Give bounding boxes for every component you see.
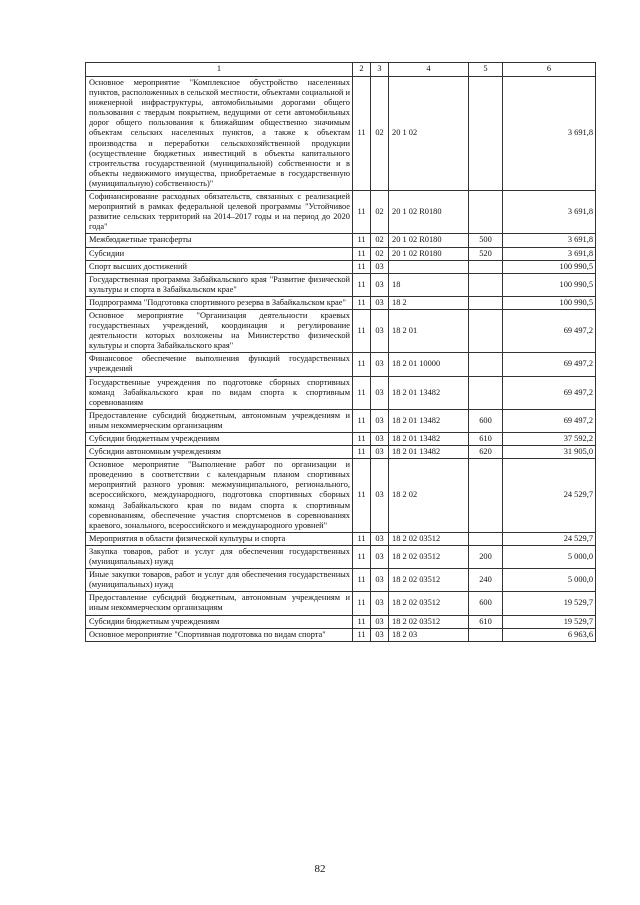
- expense-type-code: [469, 260, 503, 273]
- section-code: 11: [353, 569, 371, 592]
- header-cell: 4: [389, 63, 469, 77]
- expense-type-code: [469, 532, 503, 545]
- header-cell: 2: [353, 63, 371, 77]
- expense-type-code: 520: [469, 247, 503, 260]
- subsection-code: 03: [371, 309, 389, 352]
- row-name: Спорт высших достижений: [86, 260, 353, 273]
- table-row: [86, 446, 596, 459]
- expense-type-code: 600: [469, 409, 503, 432]
- section-code: 11: [353, 376, 371, 409]
- target-article-code: 18 2 01: [389, 309, 469, 352]
- expense-type-code: 600: [469, 592, 503, 615]
- section-code: 11: [353, 433, 371, 446]
- amount: 100 990,5: [503, 296, 596, 309]
- expense-type-code: 240: [469, 569, 503, 592]
- table-row: [86, 77, 596, 191]
- row-name: Финансовое обеспечение выполнения функций государственных учреждений: [86, 353, 353, 376]
- target-article-code: 20 1 02 R0180: [389, 191, 469, 234]
- table-row: [86, 273, 596, 296]
- target-article-code: 20 1 02: [389, 77, 469, 191]
- expense-type-code: [469, 273, 503, 296]
- target-article-code: 18 2 02: [389, 459, 469, 533]
- section-code: 11: [353, 77, 371, 191]
- row-name: Субсидии бюджетным учреждениям: [86, 615, 353, 628]
- target-article-code: 18 2 01 13482: [389, 433, 469, 446]
- table-row: [86, 545, 596, 568]
- table-row: [86, 409, 596, 432]
- amount: 3 691,8: [503, 77, 596, 191]
- target-article-code: 18 2 03: [389, 628, 469, 641]
- target-article-code: 18 2 02 03512: [389, 532, 469, 545]
- amount: 69 497,2: [503, 409, 596, 432]
- target-article-code: 18 2 01 13482: [389, 376, 469, 409]
- subsection-code: 02: [371, 247, 389, 260]
- subsection-code: 02: [371, 77, 389, 191]
- amount: 6 963,6: [503, 628, 596, 641]
- table-row: [86, 459, 596, 533]
- subsection-code: 03: [371, 296, 389, 309]
- expense-type-code: [469, 296, 503, 309]
- subsection-code: 03: [371, 376, 389, 409]
- target-article-code: [389, 260, 469, 273]
- target-article-code: 18 2 01 13482: [389, 446, 469, 459]
- subsection-code: 03: [371, 260, 389, 273]
- amount: 100 990,5: [503, 273, 596, 296]
- table-row: [86, 433, 596, 446]
- amount: 5 000,0: [503, 545, 596, 568]
- amount: 19 529,7: [503, 615, 596, 628]
- section-code: 11: [353, 309, 371, 352]
- amount: 24 529,7: [503, 459, 596, 533]
- amount: 3 691,8: [503, 191, 596, 234]
- table-row: [86, 592, 596, 615]
- expense-type-code: [469, 309, 503, 352]
- row-name: Основное мероприятие "Выполнение работ по организации и проведению в соответствии с календарным планом спортивных мероприятий разного уровня: межмуниципального, регионального, всероссийского, международного, подготовка спортивных сборных команд Забайкальского края по видам спорта к спортивным соревнованиям, обеспечение участия спортсменов в соревнованиях краевого, зонального, всероссийского и международного уровней": [86, 459, 353, 533]
- row-name: Мероприятия в области физической культуры и спорта: [86, 532, 353, 545]
- amount: 69 497,2: [503, 309, 596, 352]
- budget-table: [85, 62, 596, 642]
- subsection-code: 03: [371, 615, 389, 628]
- subsection-code: 03: [371, 446, 389, 459]
- table-row: [86, 376, 596, 409]
- section-code: 11: [353, 446, 371, 459]
- target-article-code: 20 1 02 R0180: [389, 247, 469, 260]
- section-code: 11: [353, 409, 371, 432]
- expense-type-code: 610: [469, 433, 503, 446]
- row-name: Основное мероприятие "Комплексное обустройство населенных пунктов, расположенных в сельской местности, объектами социальной и инженерной инфраструктуры, автомобильными дорогами общего пользования с твердым покрытием, ведущими от сети автомобильных дорог общего пользования к ближайшим общественно значимым объектам сельских населенных пунктов, а также к объектам производства и переработки сельскохозяйственной продукции (осуществление бюджетных инвестиций в объекты капитального строительства государственной (муниципальной) собственности и в объекты недвижимого имущества, приобретаемые в государственную (муниципальную) собственность)": [86, 77, 353, 191]
- section-code: 11: [353, 191, 371, 234]
- subsection-code: 03: [371, 628, 389, 641]
- subsection-code: 03: [371, 569, 389, 592]
- page-number: 82: [314, 863, 326, 875]
- section-code: 11: [353, 592, 371, 615]
- section-code: 11: [353, 532, 371, 545]
- amount: 3 691,8: [503, 247, 596, 260]
- subsection-code: 03: [371, 353, 389, 376]
- header-cell: 5: [469, 63, 503, 77]
- subsection-code: 03: [371, 409, 389, 432]
- amount: 69 497,2: [503, 376, 596, 409]
- table-row: [86, 532, 596, 545]
- amount: 19 529,7: [503, 592, 596, 615]
- section-code: 11: [353, 273, 371, 296]
- row-name: Субсидии бюджетным учреждениям: [86, 433, 353, 446]
- expense-type-code: [469, 353, 503, 376]
- table-row: [86, 353, 596, 376]
- section-code: 11: [353, 247, 371, 260]
- table-row: [86, 569, 596, 592]
- row-name: Основное мероприятие "Организация деятельности краевых государственных учреждений, координация и регулирование деятельности которых возложены на Министерство физической культуры и спорта Забайкальского края": [86, 309, 353, 352]
- section-code: 11: [353, 296, 371, 309]
- subsection-code: 03: [371, 273, 389, 296]
- row-name: Межбюджетные трансферты: [86, 234, 353, 247]
- amount: 69 497,2: [503, 353, 596, 376]
- target-article-code: 18 2 01 10000: [389, 353, 469, 376]
- header-cell: 3: [371, 63, 389, 77]
- target-article-code: 20 1 02 R0180: [389, 234, 469, 247]
- table-row: [86, 191, 596, 234]
- table-row: [86, 260, 596, 273]
- expense-type-code: [469, 77, 503, 191]
- table-row: [86, 234, 596, 247]
- subsection-code: 03: [371, 433, 389, 446]
- row-name: Софинансирование расходных обязательств, связанных с реализацией мероприятий в рамках федеральной целевой программы "Устойчивое развитие сельских территорий на 2014–2017 годы и на период до 2020 года": [86, 191, 353, 234]
- target-article-code: 18 2 02 03512: [389, 615, 469, 628]
- target-article-code: 18 2 02 03512: [389, 592, 469, 615]
- expense-type-code: [469, 191, 503, 234]
- expense-type-code: 200: [469, 545, 503, 568]
- row-name: Государственные учреждения по подготовке сборных спортивных команд Забайкальского края по видам спорта к спортивным соревнованиям: [86, 376, 353, 409]
- expense-type-code: [469, 459, 503, 533]
- subsection-code: 03: [371, 592, 389, 615]
- table-row: [86, 296, 596, 309]
- expense-type-code: [469, 376, 503, 409]
- header-cell: 6: [503, 63, 596, 77]
- subsection-code: 02: [371, 191, 389, 234]
- amount: 37 592,2: [503, 433, 596, 446]
- table-row: [86, 615, 596, 628]
- target-article-code: 18 2 01 13482: [389, 409, 469, 432]
- table-row: [86, 628, 596, 641]
- row-name: Закупка товаров, работ и услуг для обеспечения государственных (муниципальных) нужд: [86, 545, 353, 568]
- table-row: [86, 309, 596, 352]
- table-body: [86, 77, 596, 642]
- target-article-code: 18 2: [389, 296, 469, 309]
- header-row: [86, 63, 596, 77]
- section-code: 11: [353, 234, 371, 247]
- row-name: Иные закупки товаров, работ и услуг для обеспечения государственных (муниципальных) нужд: [86, 569, 353, 592]
- expense-type-code: [469, 628, 503, 641]
- expense-type-code: 620: [469, 446, 503, 459]
- row-name: Субсидии: [86, 247, 353, 260]
- amount: 5 000,0: [503, 569, 596, 592]
- table-row: [86, 247, 596, 260]
- amount: 100 990,5: [503, 260, 596, 273]
- subsection-code: 03: [371, 532, 389, 545]
- row-name: Подпрограмма "Подготовка спортивного резерва в Забайкальском крае": [86, 296, 353, 309]
- section-code: 11: [353, 260, 371, 273]
- subsection-code: 03: [371, 545, 389, 568]
- expense-type-code: 610: [469, 615, 503, 628]
- target-article-code: 18 2 02 03512: [389, 569, 469, 592]
- amount: 3 691,8: [503, 234, 596, 247]
- row-name: Предоставление субсидий бюджетным, автономным учреждениям и иным некоммерческим организациям: [86, 592, 353, 615]
- section-code: 11: [353, 545, 371, 568]
- row-name: Субсидии автономным учреждениям: [86, 446, 353, 459]
- row-name: Предоставление субсидий бюджетным, автономным учреждениям и иным некоммерческим организациям: [86, 409, 353, 432]
- section-code: 11: [353, 628, 371, 641]
- subsection-code: 03: [371, 459, 389, 533]
- section-code: 11: [353, 459, 371, 533]
- header-cell: 1: [86, 63, 353, 77]
- amount: 24 529,7: [503, 532, 596, 545]
- target-article-code: 18 2 02 03512: [389, 545, 469, 568]
- amount: 31 905,0: [503, 446, 596, 459]
- target-article-code: 18: [389, 273, 469, 296]
- section-code: 11: [353, 615, 371, 628]
- expense-type-code: 500: [469, 234, 503, 247]
- row-name: Государственная программа Забайкальского края "Развитие физической культуры и спорта в Забайкальском крае": [86, 273, 353, 296]
- row-name: Основное мероприятие "Спортивная подготовка по видам спорта": [86, 628, 353, 641]
- section-code: 11: [353, 353, 371, 376]
- subsection-code: 02: [371, 234, 389, 247]
